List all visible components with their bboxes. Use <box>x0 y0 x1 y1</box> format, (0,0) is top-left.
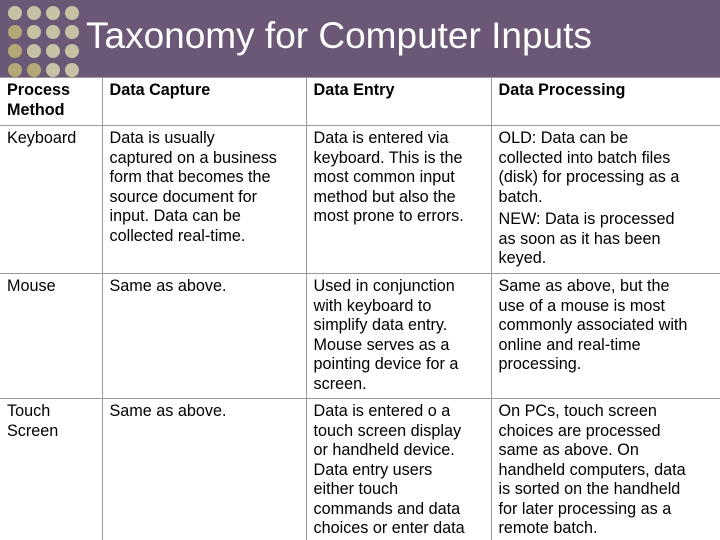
slide-title: Taxonomy for Computer Inputs <box>86 15 592 56</box>
dot-icon <box>65 63 79 77</box>
header-data-processing: Data Processing <box>491 78 720 126</box>
dot-icon <box>65 25 79 39</box>
dot-icon <box>8 44 22 58</box>
dot-icon <box>65 6 79 20</box>
dot-icon <box>27 6 41 20</box>
dot-icon <box>8 25 22 39</box>
row-processing-cell <box>491 126 720 274</box>
row-entry-cell: Used in conjunction with keyboard to simplify data entry. Mouse serves as a pointing device for a screen. <box>306 274 491 399</box>
table-row <box>0 274 720 399</box>
processing-paragraph: NEW: Data is processed as soon as it has been keyed. <box>498 210 675 267</box>
taxonomy-table-container <box>0 77 720 540</box>
row-entry-cell: Data is entered o a touch screen display or handheld device. Data entry users either touch commands and data choices or enter data <box>306 399 491 540</box>
row-entry-cell: Data is entered via keyboard. This is the most common input method but also the most prone to errors. <box>306 126 491 274</box>
processing-paragraph: Same as above, but the use of a mouse is most commonly associated with online and real-time processing. <box>498 277 688 373</box>
table-row <box>0 126 720 274</box>
title-bar <box>0 0 720 77</box>
dot-icon <box>46 63 60 77</box>
dot-icon <box>46 25 60 39</box>
decorative-dots-icon <box>0 0 80 77</box>
processing-paragraph: On PCs, touch screen choices are processed same as above. On handheld computers, data is sorted on the handheld for later processing as a remote batch. <box>498 402 686 537</box>
dot-icon <box>8 6 22 20</box>
row-method-cell: Touch Screen <box>0 399 102 540</box>
row-method-cell: Keyboard <box>0 126 102 274</box>
dot-icon <box>8 63 22 77</box>
row-capture-cell: Same as above. <box>102 274 306 399</box>
header-data-capture: Data Capture <box>102 78 306 126</box>
dot-icon <box>46 6 60 20</box>
header-data-entry: Data Entry <box>306 78 491 126</box>
dot-icon <box>27 25 41 39</box>
dot-icon <box>27 63 41 77</box>
row-processing-cell <box>491 274 720 399</box>
dot-icon <box>27 44 41 58</box>
taxonomy-table <box>0 77 720 540</box>
table-row <box>0 399 720 540</box>
dot-icon <box>46 44 60 58</box>
row-processing-cell <box>491 399 720 540</box>
row-capture-cell: Same as above. <box>102 399 306 540</box>
dot-icon <box>65 44 79 58</box>
header-process-method: Process Method <box>0 78 102 126</box>
processing-paragraph: OLD: Data can be collected into batch files (disk) for processing as a batch. <box>498 129 680 206</box>
row-method-cell: Mouse <box>0 274 102 399</box>
row-capture-cell: Data is usually captured on a business form that becomes the source document for input. Data can be collected real-time. <box>102 126 306 274</box>
table-header-row <box>0 78 720 126</box>
